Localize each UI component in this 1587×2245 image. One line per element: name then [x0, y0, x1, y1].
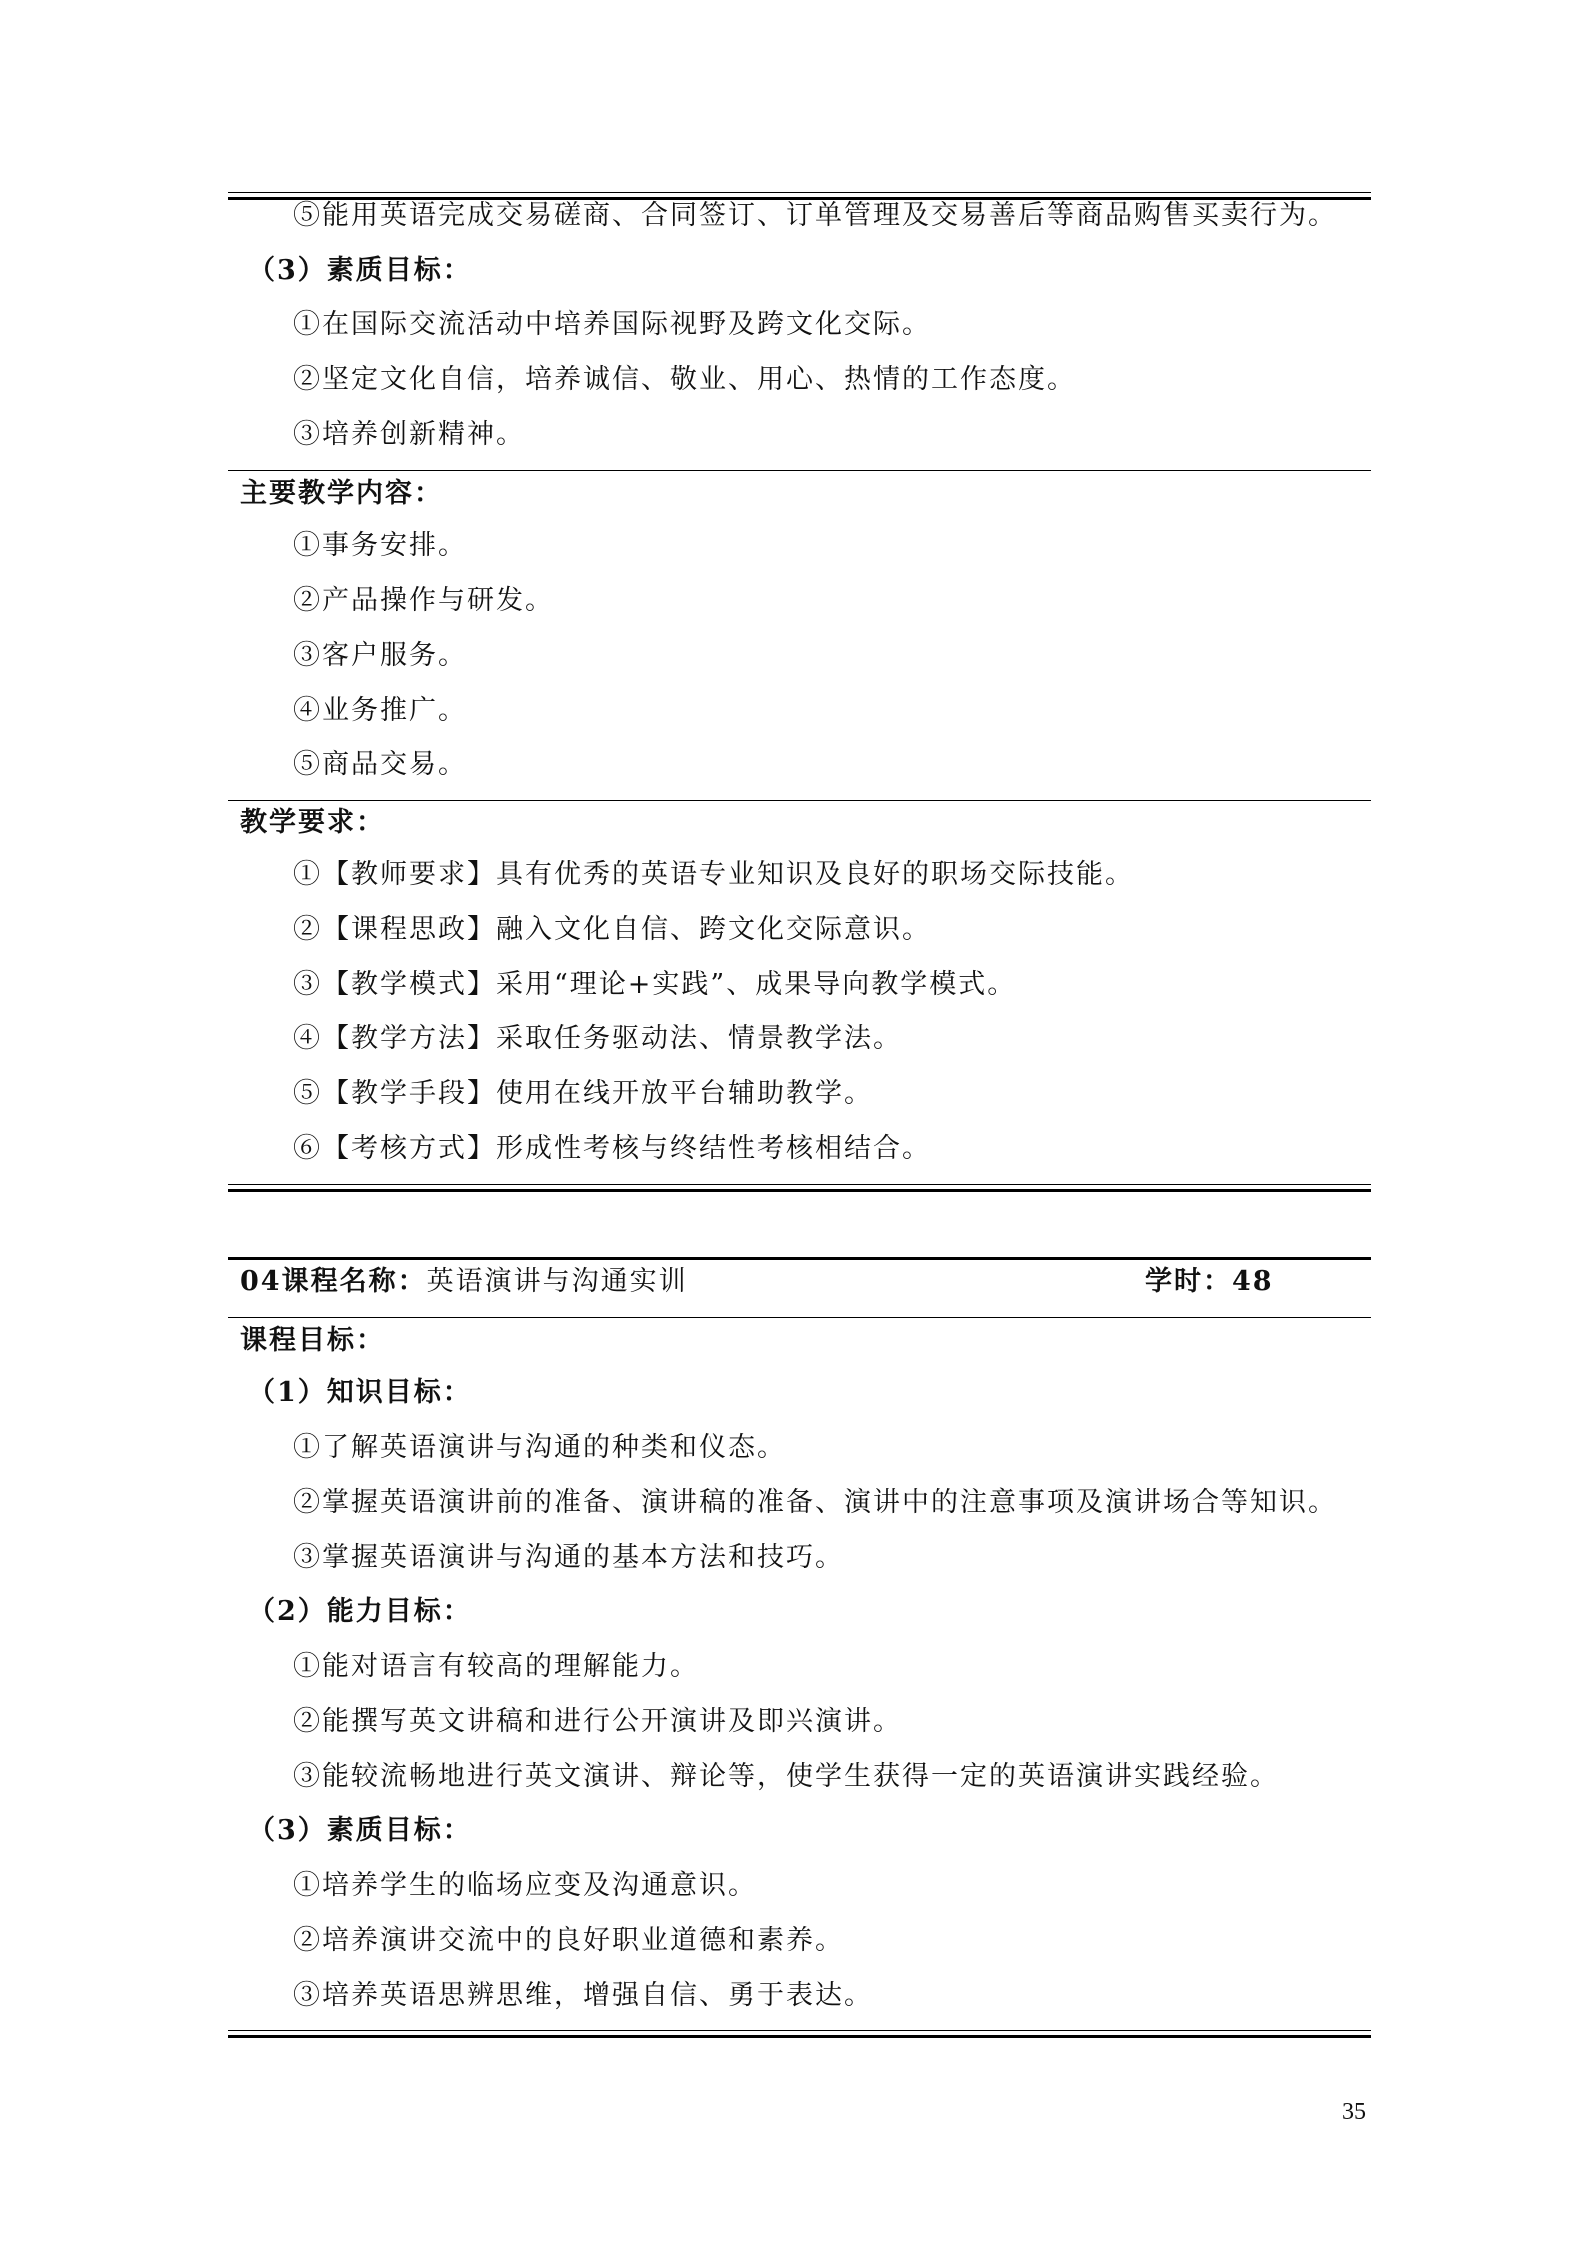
knowledge-item-3: ③掌握英语演讲与沟通的基本方法和技巧。	[293, 1542, 844, 1573]
requirement-item-4: ④【教学方法】采取任务驱动法、情景教学法。	[293, 1023, 902, 1054]
table-bottom-rule-thick	[228, 2035, 1371, 2038]
requirements-heading: 教学要求：	[240, 807, 385, 838]
quality-item-3: ③培养创新精神。	[293, 419, 525, 450]
knowledge-item-1: ①了解英语演讲与沟通的种类和仪态。	[293, 1432, 786, 1463]
requirement-item-3: ③【教学模式】采用“理论+实践”、成果导向教学模式。	[293, 969, 1017, 1000]
top-rule	[228, 192, 1371, 193]
requirement-item-1: ①【教师要求】具有优秀的英语专业知识及良好的职场交际技能。	[293, 859, 1134, 890]
ability-item-2: ②能撰写英文讲稿和进行公开演讲及即兴演讲。	[293, 1706, 902, 1737]
requirement-item-6: ⑥【考核方式】形成性考核与终结性考核相结合。	[293, 1133, 931, 1164]
knowledge-item-2: ②掌握英语演讲前的准备、演讲稿的准备、演讲中的注意事项及演讲场合等知识。	[293, 1487, 1337, 1518]
ability-heading: （2）能力目标：	[248, 1596, 472, 1627]
quality-item-3: ③培养英语思辨思维，增强自信、勇于表达。	[293, 1980, 873, 2011]
quality-item-2: ②培养演讲交流中的良好职业道德和素养。	[293, 1925, 844, 1956]
quality-heading: （3）素质目标：	[248, 255, 472, 286]
quality-heading: （3）素质目标：	[248, 1815, 472, 1846]
content-item-1: ①事务安排。	[293, 530, 467, 561]
ability-item-3: ③能较流畅地进行英文演讲、辩论等，使学生获得一定的英语演讲实践经验。	[293, 1761, 1279, 1792]
section-divider	[228, 470, 1371, 471]
knowledge-heading: （1）知识目标：	[248, 1377, 472, 1408]
course-title-row	[240, 1262, 1360, 1302]
requirement-item-5: ⑤【教学手段】使用在线开放平台辅助教学。	[293, 1078, 873, 1109]
section-divider	[228, 800, 1371, 801]
course-name: 英语演讲与沟通实训	[426, 1266, 688, 1297]
course-hours: 学时：48	[1145, 1266, 1274, 1297]
page-number: 35	[1342, 2099, 1366, 2125]
content-item-4: ④业务推广。	[293, 695, 467, 726]
course-objectives-heading: 课程目标：	[240, 1325, 385, 1356]
content-item-5: ⑤商品交易。	[293, 749, 467, 780]
ability-item-1: ①能对语言有较高的理解能力。	[293, 1651, 699, 1682]
quality-item-1: ①在国际交流活动中培养国际视野及跨文化交际。	[293, 309, 931, 340]
requirement-item-2: ②【课程思政】融入文化自信、跨文化交际意识。	[293, 914, 931, 945]
table-bottom-rule-thick	[228, 1189, 1371, 1192]
content-item-2: ②产品操作与研发。	[293, 585, 554, 616]
section-divider	[228, 1317, 1371, 1318]
course-name-label: 04课程名称：	[240, 1266, 427, 1297]
quality-item-1: ①培养学生的临场应变及沟通意识。	[293, 1870, 757, 1901]
content-item-3: ③客户服务。	[293, 640, 467, 671]
quality-item-2: ②坚定文化自信，培养诚信、敬业、用心、热情的工作态度。	[293, 364, 1076, 395]
table-bottom-rule	[228, 1184, 1371, 1185]
course04-top-rule	[228, 1257, 1371, 1260]
ability-item-5: ⑤能用英语完成交易磋商、合同签订、订单管理及交易善后等商品购售买卖行为。	[293, 200, 1337, 231]
table-bottom-rule	[228, 2030, 1371, 2031]
main-content-heading: 主要教学内容：	[240, 478, 443, 509]
